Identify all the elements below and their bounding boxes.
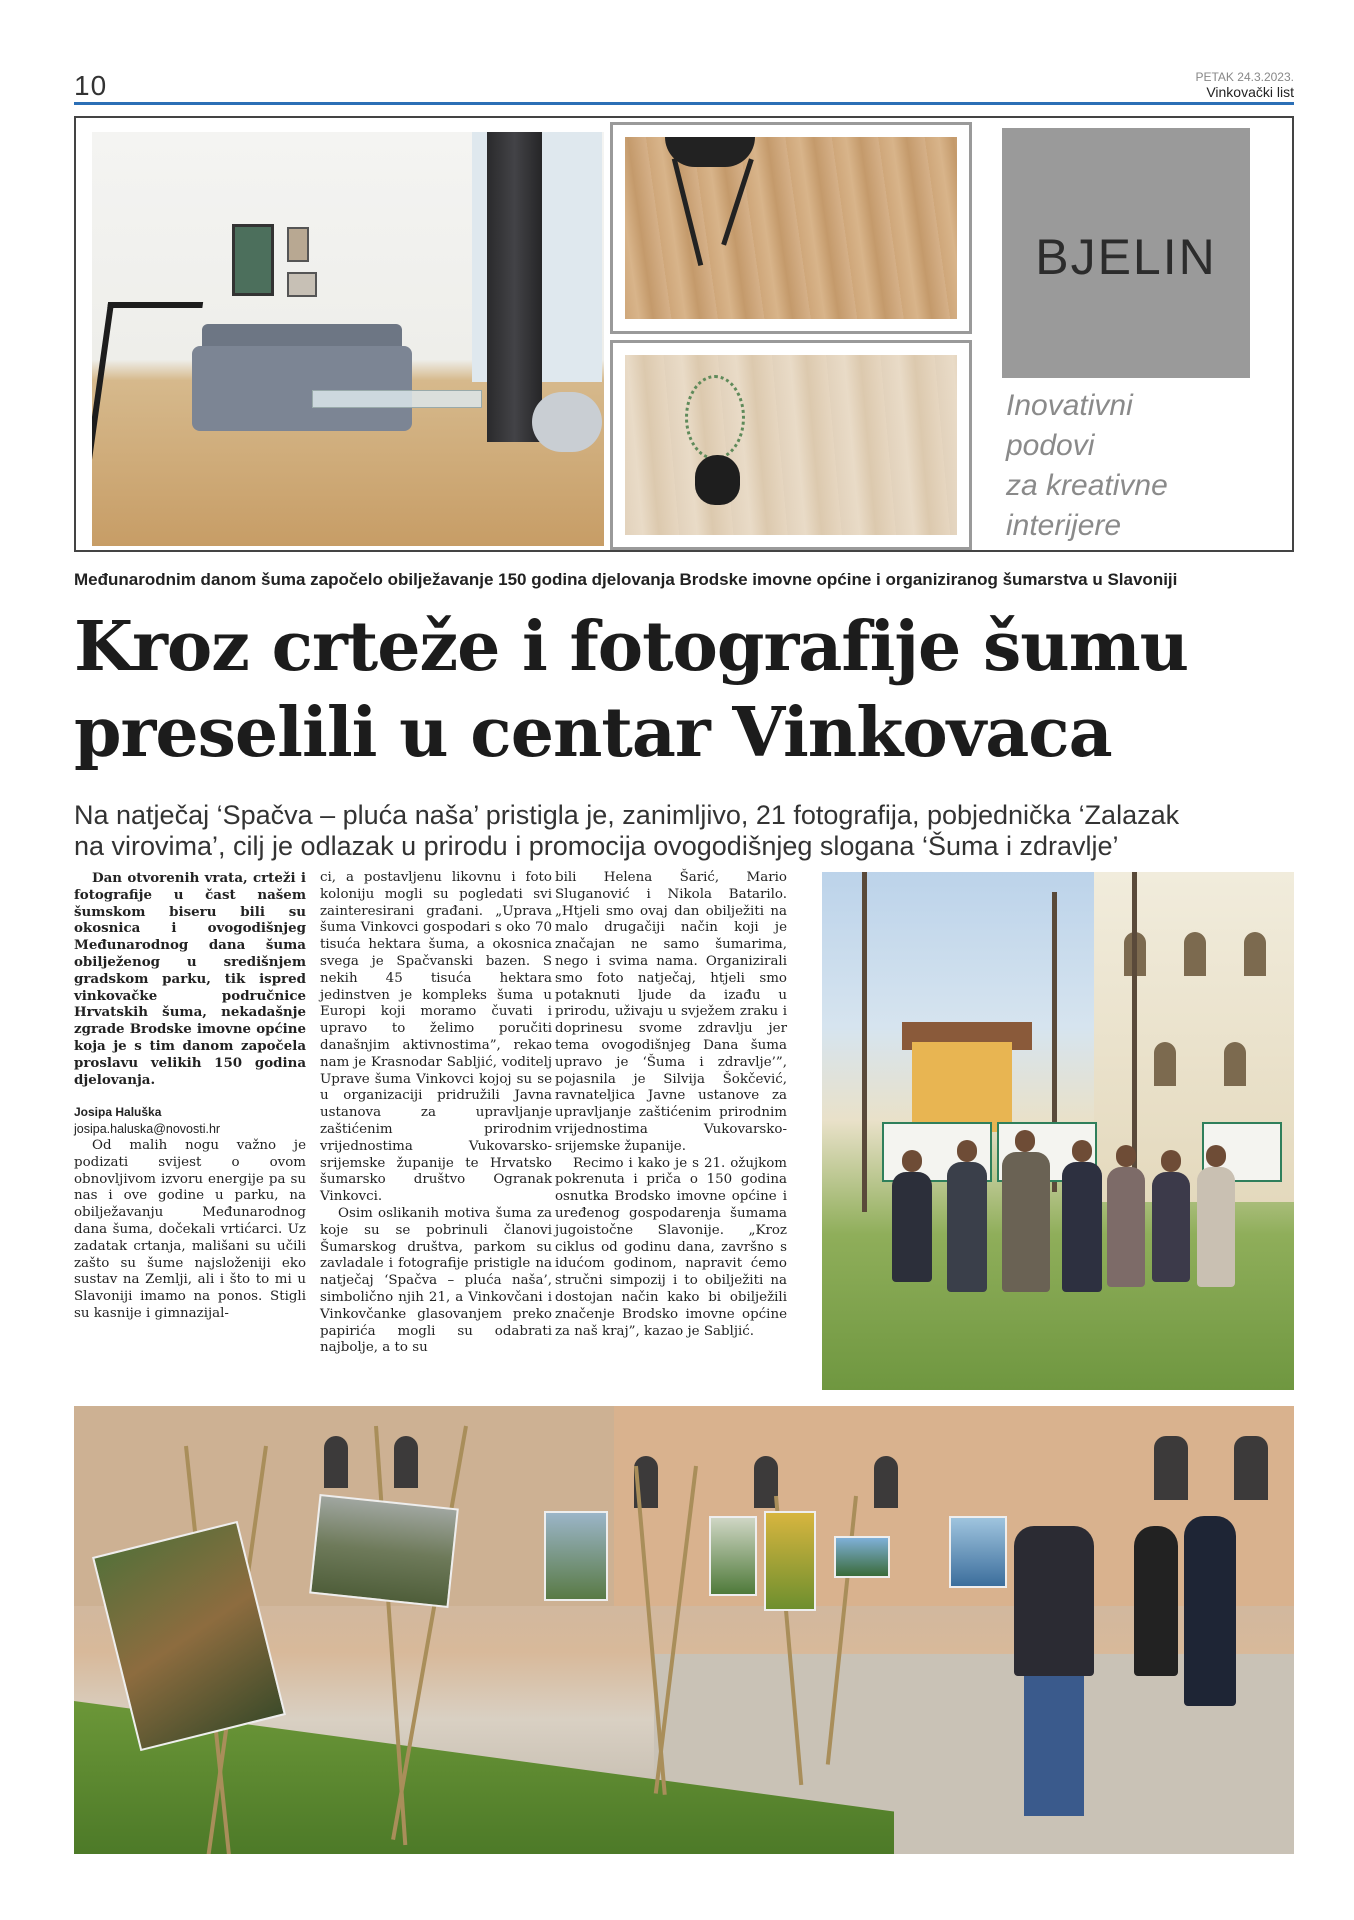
sofa: [192, 346, 412, 431]
headline-line: preselili u centar Vinkovaca: [74, 693, 1112, 773]
article-author: Josipa Haluška: [74, 1105, 162, 1120]
person: [1134, 1526, 1178, 1676]
issue-date: PETAK 24.3.2023.: [1195, 70, 1294, 84]
subhead-line: Na natječaj ‘Spačva – pluća naša’ pristigla je, zanimljivo, 21 fotografija, pobjednička ‘Zalazak: [74, 800, 1180, 830]
chair-seat: [665, 137, 755, 167]
newspaper-name: Vinkovački list: [1206, 84, 1294, 100]
person: [1197, 1167, 1235, 1287]
article-headline: [74, 604, 1304, 776]
church-window: [1184, 932, 1206, 976]
article-column-1: [74, 870, 306, 1323]
photo-group-in-park: [822, 872, 1294, 1390]
plant-stem: [685, 375, 745, 460]
ad-tagline-line: interijere: [1006, 509, 1122, 542]
person-head: [1161, 1150, 1181, 1172]
person-head: [1206, 1145, 1226, 1167]
painting: [309, 1494, 459, 1608]
person-head: [902, 1150, 922, 1172]
pouf: [532, 392, 602, 452]
headline-line: Kroz crteže i fotografije šumu: [74, 607, 1189, 687]
article-paragraph: Recimo i kako je s 21. ožujkom pokrenuta i priča o 150 godina osnutka Brodsko imovne općine i uređenog gospodarenja šumama jugoistočne Slavonije. „Kroz ciklus od godinu dana, završno s idućom godinom, napravit ćemo stručni simpozij i to obilježiti na dostojan način kako bi obilježili značenje Brodsko imovne općine za naš kraj”, kazao je Sabljić.: [555, 1155, 787, 1339]
ad-brand-logo: BJELIN: [1035, 229, 1217, 285]
chair-leg: [672, 158, 703, 266]
church-window: [1244, 932, 1266, 976]
building-window: [1234, 1436, 1268, 1500]
article-subheadline: [74, 800, 1304, 862]
curtain: [487, 132, 542, 442]
page-number: 10: [74, 70, 108, 101]
church-window: [1224, 1042, 1246, 1086]
building-window: [1154, 1436, 1188, 1500]
person: [1062, 1162, 1102, 1292]
painting: [949, 1516, 1007, 1588]
tree-trunk: [862, 872, 867, 1212]
article-lead: Dan otvorenih vrata, crteži i fotografije u čast našem šumskom biseru bili su okosnica i ovogodišnjeg Međunarodnog dana šuma obilježenog u središnjem gradskom parku, tik ispred vinkovačke područnice Hrvatskih šuma, nekadašnje zgrade Brodske imovne općine koja je s tim danom započela proslavu velikih 150 godina djelovanja.: [74, 870, 306, 1088]
church-window: [1154, 1042, 1176, 1086]
painting: [764, 1511, 816, 1611]
person: [947, 1162, 987, 1292]
building-window: [394, 1436, 418, 1488]
building-window: [874, 1456, 898, 1508]
painting: [709, 1516, 757, 1596]
wall-frame: [232, 224, 274, 296]
person-head: [1015, 1130, 1035, 1152]
painting: [834, 1536, 890, 1578]
article-paragraph: bili Helena Šarić, Mario Sluganović i Nikola Batarilo. „Htjeli smo ovaj dan obilježiti na malo drugačiji način koji je značajan ne samo šumarima, nego i svima nama. Organizirali smo foto natječaj, htjeli smo potaknuti ljude da izađu u prirodu, uživaju u svježem zraku i doprinesu svome zdravlju jer tema ovogodišnjeg Dana šuma upravo je ‘Šuma i zdravlje’”, pojasnila je Silvija Šokčević, ravnateljica Javne ustanove za upravljanje zaštićenim prirodnim vrijednostima Vukovarsko-srijemske županije.: [555, 870, 787, 1154]
person: [892, 1172, 932, 1282]
person-head: [1116, 1145, 1136, 1167]
painting: [544, 1511, 608, 1601]
ad-floor-image-vase: [610, 340, 972, 550]
chair-leg: [721, 158, 754, 245]
subhead-line: na virovima’, cilj je odlazak u prirodu i promocija ovogodišnjeg slogana ‘Šuma i zdravlje’: [74, 831, 1119, 861]
person: [1002, 1152, 1050, 1292]
ad-tagline-line: za kreativne: [1006, 469, 1168, 502]
ad-tagline-line: podovi: [1006, 429, 1095, 462]
coffee-table: [312, 390, 482, 408]
wall-frame: [287, 272, 317, 297]
building-window: [324, 1436, 348, 1488]
ad-floor-image-chair: [610, 122, 972, 334]
ad-tagline-line: Inovativni: [1006, 389, 1133, 422]
man-jeans: [1024, 1676, 1084, 1816]
person: [1107, 1167, 1145, 1287]
yellow-house: [912, 1042, 1012, 1132]
article-column-2: [320, 870, 552, 1357]
ad-living-room-image: [92, 132, 604, 546]
man-in-jacket: [1014, 1526, 1094, 1676]
article-column-3: [555, 870, 787, 1340]
person: [1184, 1516, 1236, 1706]
vase: [695, 455, 740, 505]
person: [1152, 1172, 1190, 1282]
photo-easel-exhibition: [74, 1406, 1294, 1854]
article-paragraph: Od malih nogu važno je podizati svijest o ovom obnovljivom izvoru energije pa su nas i ove godine u parku, na obilježavanju Međunarodnog dana šuma, dočekali vrtićarci. Uz zadatak crtanja, mališani su učili zašto su šume najsloženiji eko sustav na Zemlji, ali i što to mi u Slavoniji imamo na ponos. Stigli su kasnije i gimnazijal-: [74, 1137, 306, 1321]
article-paragraph: Osim oslikanih motiva šuma za koje su se pobrinuli članovi Šumarskog društva, parkom su zavladale i fotografije pristigle na natječaj ‘Spačva – pluća naša’, simbolično njih 21, a Vinkovčani i Vinkovčanke glasovanjem preko papirića mogli su odabrati najbolje, a to su: [320, 1205, 552, 1356]
rocking-chair: [92, 302, 203, 532]
wall-frame: [287, 227, 309, 262]
author-email: josipa.haluska@novosti.hr: [74, 1122, 221, 1137]
article-paragraph: ci, a postavljenu likovnu i foto koloniju mogli su pogledati svi zainteresirani građani. „Uprava šuma Vinkovci gospodari s oko 70 tisuća hektara šuma, a okosnica svega je Spačvanski bazen. S nekih 45 tisuća hektara jedinstven je kompleks šuma u Europi koji moramo čuvati i upravo to želimo poručiti današnjim aktivnostima”, rekao nam je Krasnodar Sabljić, voditelj Uprave šuma Vinkovci kojoj su se u organizaciji pridružili Javna ustanova za upravljanje zaštićenim prirodnim vrijednostima Vukovarsko-srijemske županije te Hrvatsko šumarsko društvo Ogranak Vinkovci.: [320, 870, 552, 1205]
person-head: [1072, 1140, 1092, 1162]
header-rule: [74, 102, 1294, 105]
article-kicker: Međunarodnim danom šuma započelo obilježavanje 150 godina djelovanja Brodske imovne općine i organiziranog šumarstva u Slavoniji: [74, 570, 1178, 589]
ad-tagline: [1006, 386, 1266, 546]
advertisement: [74, 116, 1294, 552]
person-head: [957, 1140, 977, 1162]
